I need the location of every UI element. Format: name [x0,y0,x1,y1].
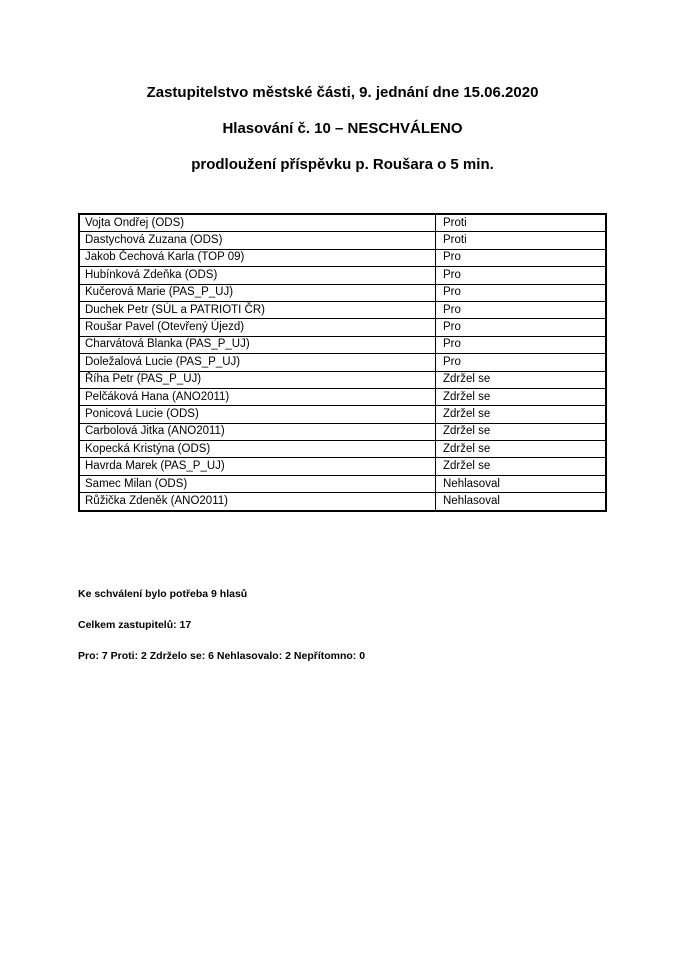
table-row [79,475,606,492]
table-row [79,371,606,388]
table-row [79,301,606,318]
vote-value-cell: Zdržel se [436,388,607,405]
vote-value-cell: Pro [436,319,607,336]
table-row [79,284,606,301]
voting-table-body [79,214,606,511]
voter-name-cell: Samec Milan (ODS) [79,475,436,492]
vote-subject: prodloužení příspěvku p. Roušara o 5 min. [191,156,494,173]
voter-name-cell: Duchek Petr (SÚL a PATRIOTI ČR) [79,301,436,318]
vote-value-cell: Proti [436,214,607,232]
table-row [79,406,606,423]
voter-name-cell: Havrda Marek (PAS_P_UJ) [79,458,436,475]
vote-value-cell: Pro [436,301,607,318]
voter-name-cell: Růžička Zdeněk (ANO2011) [79,493,436,511]
table-row [79,319,606,336]
voter-name-cell: Charvátová Blanka (PAS_P_UJ) [79,336,436,353]
vote-value-cell: Pro [436,354,607,371]
voter-name-cell: Dastychová Zuzana (ODS) [79,232,436,249]
voter-name-cell: Vojta Ondřej (ODS) [79,214,436,232]
voting-table [78,213,607,512]
voter-name-cell: Kučerová Marie (PAS_P_UJ) [79,284,436,301]
vote-value-cell: Pro [436,249,607,266]
voter-name-cell: Pelčáková Hana (ANO2011) [79,388,436,405]
meeting-title: Zastupitelstvo městské části, 9. jednání dne 15.06.2020 [146,84,539,101]
table-row [79,249,606,266]
voter-name-cell: Hubínková Zdeňka (ODS) [79,267,436,284]
table-row [79,441,606,458]
voter-name-cell: Doležalová Lucie (PAS_P_UJ) [79,354,436,371]
table-row [79,458,606,475]
table-row [79,336,606,353]
table-row [79,423,606,440]
vote-summary [78,588,528,681]
voter-name-cell: Roušar Pavel (Otevřený Újezd) [79,319,436,336]
vote-value-cell: Zdržel se [436,441,607,458]
voter-name-cell: Ponicová Lucie (ODS) [79,406,436,423]
vote-value-cell: Nehlasoval [436,475,607,492]
vote-totals-note: Pro: 7 Proti: 2 Zdrželo se: 6 Nehlasovalo: 2 Nepřítomno: 0 [78,650,366,662]
table-row [79,354,606,371]
vote-result-title: Hlasování č. 10 – NESCHVÁLENO [222,120,463,137]
table-row [79,232,606,249]
table-row [79,388,606,405]
vote-value-cell: Pro [436,284,607,301]
total-members-note: Celkem zastupitelů: 17 [78,619,192,631]
voter-name-cell: Říha Petr (PAS_P_UJ) [79,371,436,388]
vote-value-cell: Nehlasoval [436,493,607,511]
quorum-note: Ke schválení bylo potřeba 9 hlasů [78,588,248,600]
table-row [79,267,606,284]
document-header [78,83,607,191]
vote-value-cell: Pro [436,336,607,353]
voter-name-cell: Carbolová Jitka (ANO2011) [79,423,436,440]
vote-value-cell: Proti [436,232,607,249]
voter-name-cell: Jakob Čechová Karla (TOP 09) [79,249,436,266]
voter-name-cell: Kopecká Kristýna (ODS) [79,441,436,458]
vote-value-cell: Zdržel se [436,423,607,440]
vote-value-cell: Pro [436,267,607,284]
vote-value-cell: Zdržel se [436,371,607,388]
vote-value-cell: Zdržel se [436,458,607,475]
vote-value-cell: Zdržel se [436,406,607,423]
table-row [79,493,606,511]
table-row [79,214,606,232]
